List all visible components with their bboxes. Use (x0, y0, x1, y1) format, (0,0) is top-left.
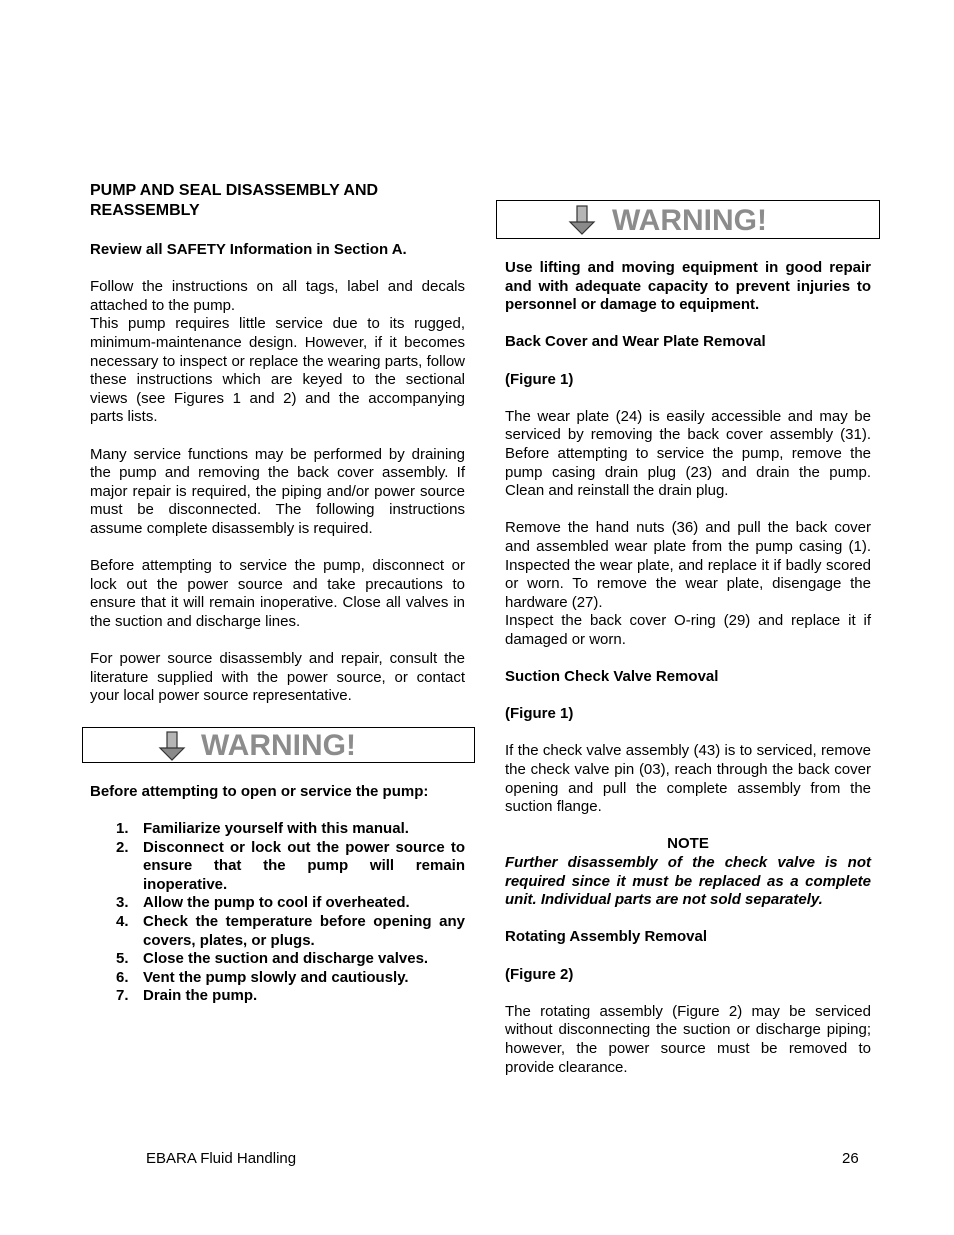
right-column (505, 200, 871, 1077)
page-number: 26 (842, 1150, 859, 1167)
before-service-text: Before attempting to open or service the pump: (90, 782, 429, 800)
o-ring-paragraph: Inspect the back cover O-ring (29) and replace it if damaged or worn. (505, 612, 871, 648)
paragraph-power-source: For power source disassembly and repair, consult the literature supplied with the power source, or contact your local power source representative. (90, 650, 465, 705)
figure-1-reference: (Figure 1) (505, 370, 574, 388)
warning-label: WARNING! (201, 728, 356, 762)
rotating-assembly-heading: Rotating Assembly Removal (505, 928, 707, 946)
paragraph-functions: Many service functions may be performed by draining the pump and removing the back cover assembly. If major repair is required, the piping and/or power source must be disconnected. The following instructions assume complete disassembly is required. (90, 445, 465, 537)
list-item: 5. Close the suction and discharge valves. (116, 950, 429, 968)
list-item: 1. Familiarize yourself with this manual. (116, 820, 409, 838)
paragraph-lockout: Before attempting to service the pump, disconnect or lock out the power source and take precautions to ensure that it will remain inoperative. Close all valves in the suction and discharge lines. (90, 557, 465, 630)
warning-label: WARNING! (612, 204, 767, 237)
note-text: Further disassembly of the check valve is not required since it must be replaced as a complete unit. Individual parts are not sold separately. (505, 854, 871, 909)
lifting-warning-text: Use lifting and moving equipment in good repair and with adequate capacity to prevent injuries to personnel or damage to equipment. (505, 259, 871, 314)
figure-2-reference: (Figure 2) (505, 965, 574, 983)
warning-box-right (496, 200, 880, 239)
list-item: 6. Vent the pump slowly and cautiously. (116, 968, 409, 986)
section-heading: PUMP AND SEAL DISASSEMBLY AND REASSEMBLY (90, 182, 379, 219)
list-item: 2. Disconnect or lock out the power source to ensure that the pump will remain inoperative. (116, 838, 465, 893)
warning-box-left (82, 727, 475, 763)
list-item: 3. Allow the pump to cool if overheated. (116, 894, 410, 912)
safety-steps-list (90, 820, 465, 1006)
note-label: NOTE (667, 835, 709, 853)
down-arrow-icon (567, 205, 597, 235)
left-column (90, 181, 465, 1006)
paragraph-service: This pump requires little service due to its rugged, minimum-maintenance design. However, if it becomes necessary to inspect or replace the wearing parts, follow these instructions which are keyed to the sectional views (see Figures 1 and 2) and the accompanying parts lists. (90, 315, 465, 426)
list-item: 4. Check the temperature before opening any covers, plates, or plugs. (116, 913, 465, 949)
back-cover-heading: Back Cover and Wear Plate Removal (505, 333, 766, 351)
figure-1-reference: (Figure 1) (505, 705, 574, 723)
suction-check-heading: Suction Check Valve Removal (505, 668, 719, 686)
review-safety-text: Review all SAFETY Information in Section A. (90, 241, 407, 258)
hand-nuts-paragraph: Remove the hand nuts (36) and pull the back cover and assembled wear plate from the pump casing (1). Inspected the wear plate, and replace it if badly scored or worn. To remove the wear plate, disengage the hardware (27). (505, 519, 871, 611)
wear-plate-paragraph: The wear plate (24) is easily accessible and may be serviced by removing the back cover assembly (31). Before attempting to service the pump, remove the pump casing drain plug (23) and drain the pump. Clean and reinstall the drain plug. (505, 407, 871, 500)
down-arrow-icon (157, 731, 187, 761)
rotating-assembly-paragraph: The rotating assembly (Figure 2) may be serviced without disconnecting the suction or discharge piping; however, the power source must be removed to provide clearance. (505, 1002, 871, 1076)
list-item: 7. Drain the pump. (116, 987, 258, 1005)
check-valve-paragraph: If the check valve assembly (43) is to serviced, remove the check valve pin (03), reach through the back cover opening and pull the complete assembly from the suction flange. (505, 742, 871, 816)
paragraph-tags: Follow the instructions on all tags, label and decals attached to the pump. (90, 278, 465, 314)
footer-company: EBARA Fluid Handling (146, 1150, 297, 1167)
